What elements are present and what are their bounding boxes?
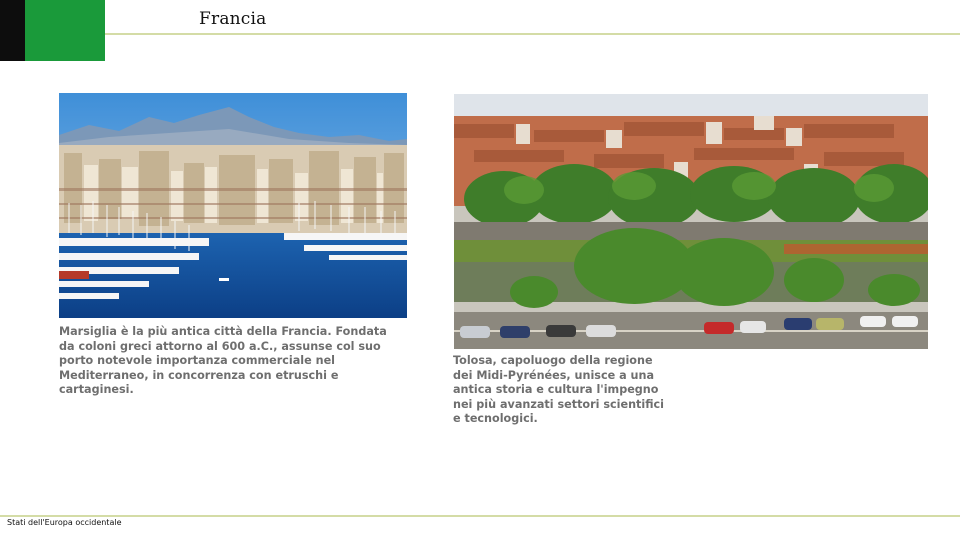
- tolosa-caption: Tolosa, capoluogo della regione dei Midi-Pyrénées, unisce a una antica storia e cultura l'impegno nei più avanzati settori scientifici e tecnologici.: [453, 354, 664, 425]
- header-green-block: [25, 0, 105, 61]
- footer-divider: [0, 515, 960, 517]
- tolosa-photo: [454, 94, 928, 349]
- page-title: Francia: [199, 9, 267, 29]
- header-black-block: [0, 0, 25, 61]
- header-divider: [105, 33, 960, 35]
- marsiglia-caption: Marsiglia è la più antica città della Francia. Fondata da coloni greci attorno al 600 a.C., assunse col suo porto notevole importanza commerciale nel Mediterraneo, in concorrenza con etruschi e cartaginesi.: [59, 325, 387, 396]
- marsiglia-photo: [59, 93, 407, 318]
- footer-text: Stati dell'Europa occidentale: [7, 518, 122, 527]
